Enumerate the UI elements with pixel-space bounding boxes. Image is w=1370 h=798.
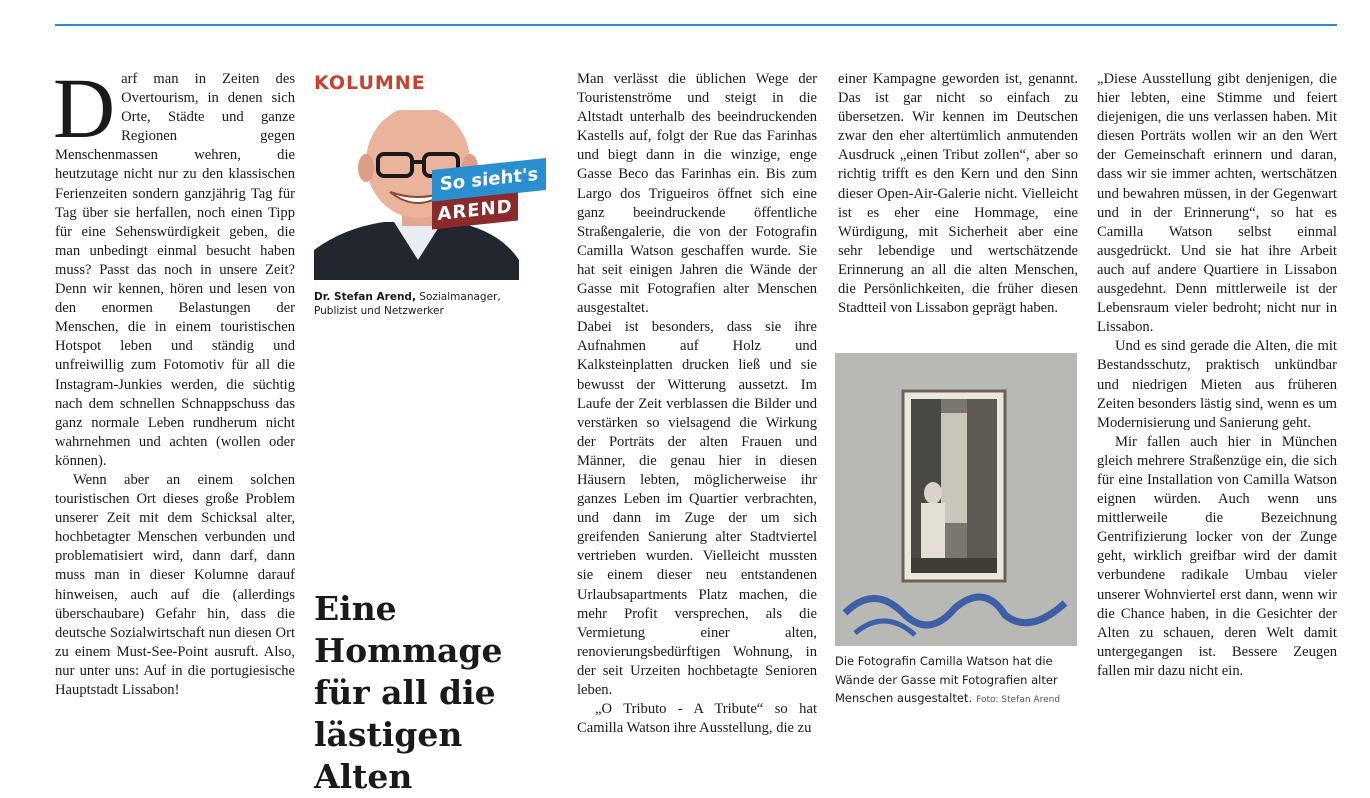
column-5	[1097, 70, 1337, 681]
paragraph: Und es sind gerade die Alten, die mit Bestandsschutz, praktisch unkündbar und niedrigen Mieten aus früheren Zeiten besonders lästig sind, wenn es um Modernisierung und Sanierung geht.	[1097, 338, 1337, 431]
author-byline	[314, 290, 529, 318]
paragraph: „Diese Ausstellung gibt denjenigen, die hier lebten, eine Stimme und feiert diejenigen, die uns verlassen haben. Mit diesen Porträts wollen wir an den Wert der Gemeinschaft erinnern und daran, dass wir sie immer achten, wertschätzen und bewahren müssen, in der Gegenwart und in der Erinnerung“, so hat es Camilla Watson selbst einmal ausgedrückt. Und sie hat ihre Arbeit auch auf andere Quartiere in Lissabon ausgedehnt. Denn mittlerweile ist der Lebensraum vieler bedroht; nicht nur in Lissabon.	[1097, 71, 1337, 336]
paragraph: „O Tributo - A Tribute“ so hat Camilla Watson ihre Ausstellung, die zu	[577, 701, 817, 737]
paragraph: einer Kampagne geworden ist, genannt. Das ist gar nicht so einfach zu übersetzen. Wir kennen im Deutschen zwar den eher altertümlich anmutenden Ausdruck „einen Tribut zollen“, aber so richtig trifft es den Kern und den Sinn dieser Open-Air-Galerie nicht. Vielleicht ist es eher eine Hommage, eine Würdigung, mit Sicherheit aber eine sehr lebendige und wertschätzende Erinnerung an all die alten Menschen, die Persönlichkeiten, die früher diesen Stadtteil von Lissabon geprägt haben.	[838, 71, 1078, 317]
column-badge-top: So sieht's	[432, 158, 546, 202]
photo-credit: Foto: Stefan Arend	[976, 695, 1061, 705]
paragraph: Wenn aber an einem solchen touristischen Ort dieses große Problem unserer Zeit mit dem Schicksal alter, hochbetagter Menschen verbunden und problematisiert wird, dann darf, dann muss man in dieser Kolumne darauf hinweisen, auch auf die (allerdings überschaubare) Gefahr hin, dass die deutsche Sozialwirtschaft nun diesen Ort zu einem Must-See-Point ausruft. Also, nur unter uns: Auf in die portugiesische Hauptstadt Lissabon!	[55, 471, 295, 698]
paragraph: Darf man in Zeiten des Overtourism, in denen sich Orte, Städte und ganze Regionen gegen Menschenmassen wehren, die heutzutage nicht nur zu den klassischen Ferienzeiten sondern ganzjährig Tag für Tag über sie herfallen, noch einen Tipp für eine Sehenswürdigkeit geben, die man unbedingt einmal besucht haben muss? Passt das noch in unsere Zeit? Denn wir kennen, hören und lesen von den enormen Belastungen der Menschen, die in einem touristischen Hotspot leben und ständig und unfreiwillig zum Fotomotiv für all die Instagram-Junkies werden, die süchtig nach dem schnellen Schnappschuss das ganz normale Leben rundherum nicht wahrnehmen und achten (wollen oder können).	[53, 60, 295, 469]
top-rule	[55, 24, 1337, 26]
column-4	[838, 70, 1078, 318]
drop-cap: D	[53, 60, 116, 156]
author-name: Dr. Stefan Arend,	[314, 291, 416, 303]
paragraph: Man verlässt die üblichen Wege der Touristenströme und steigt in die Altstadt unterhalb des beeindruckenden Kastells auf, folgt der Rue das Farinhas und biegt dann in die winzige, enge Gasse Beco das Farinhas ein. Bis zum Largo dos Trigueiros öffnet sich eine ganz beeindruckende öffentliche Straßengalerie, die von der Fotografin Camilla Watson geschaffen wurde. Sie hat seit einigen Jahren die Wände der Gasse mit Fotografien alter Menschen ausgestaltet.	[577, 71, 817, 317]
column-3	[577, 70, 817, 738]
paragraph: Dabei ist besonders, dass sie ihre Aufnahmen auf Holz und Kalksteinplatten drucken ließ und sie bewusst der Witterung aussetzt. Im Laufe der Zeit verblassen die Bilder und verstärken so vielsagend die Wirkung der Porträts der alten Frauen und Männer, die genau hier in diesen Häusern lebten, möglicherweise ihr ganzes Leben im Quartier verbrachten, und dann im Zuge der um sich greifenden Sanierung alter Stadtviertel vertrieben wurden. Vielleicht mussten sie einem dieser neu entstandenen Urlaubsapartments Platz machen, die mehr Profit versprechen, als die Vermietung einer alten, renovierungsbedürftigen Wohnung, in der seit Urzeiten hochbetagte Senioren leben.	[577, 319, 817, 698]
column-1	[53, 60, 295, 700]
headline: Eine Hommage für all die lästigen Alten	[314, 589, 503, 796]
caption-text: Die Fotografin Camilla Watson hat die Wände der Gasse mit Fotografien alter Menschen ausgestaltet.	[835, 654, 1058, 705]
section-label: KOLUMNE	[314, 72, 426, 94]
column-badge-bottom: AREND	[432, 192, 518, 229]
paragraph: Mir fallen auch hier in München gleich mehrere Straßenzüge ein, die sich für eine Installation von Camilla Watson eignen würden. Auch wenn uns mittlerweile die Bezeichnung Gentrifizierung locker von der Zunge geht, wirklich greifbar wird der damit verbundene radikale Umbau vieler unserer Wohnviertel erst dann, wenn wir die Chance haben, in die Gesichter der Alten zu schauen, deren Welt damit untergegangen ist. Bessere Zeugen fallen mir dazu nicht ein.	[1097, 433, 1337, 679]
article-photo	[835, 353, 1077, 646]
author-role: Sozialmanager, Publizist und Netzwerker	[314, 291, 501, 317]
photo-caption	[835, 652, 1085, 710]
photo-image	[835, 353, 1077, 646]
